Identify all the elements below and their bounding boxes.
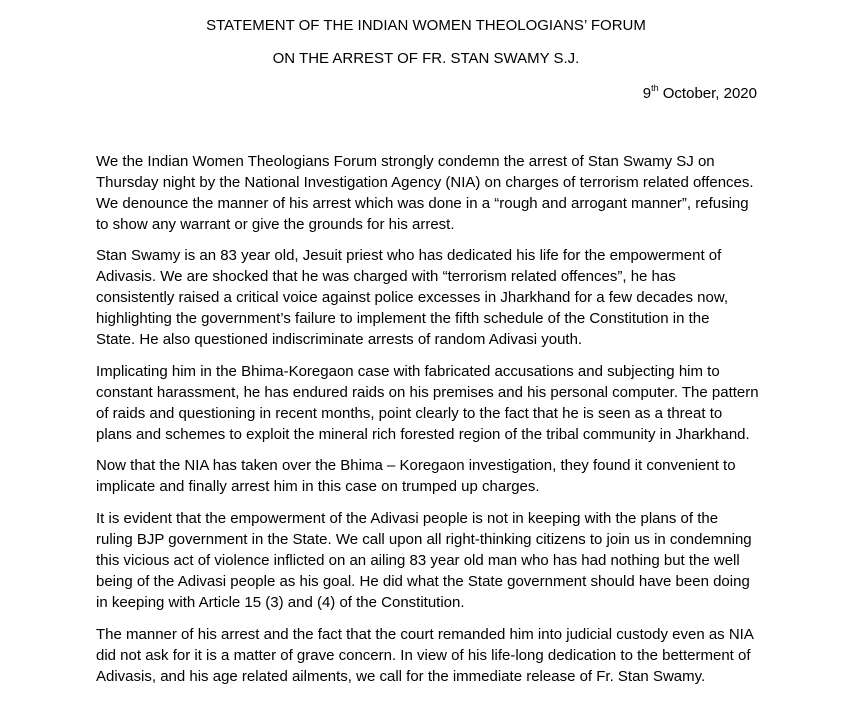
paragraph-line: being of the Adivasi people as his goal. He did what the State government should have been doing [96,573,750,590]
paragraph-1 [96,151,768,235]
paragraph-6 [96,624,768,687]
paragraph-line: We the Indian Women Theologians Forum strongly condemn the arrest of Stan Swamy SJ on [96,153,715,170]
paragraph-line: to show any warrant or give the grounds for his arrest. [96,216,455,233]
paragraph-line: consistently raised a critical voice against police excesses in Jharkhand for a few decades now, [96,289,728,306]
document-subtitle: ON THE ARREST OF FR. STAN SWAMY S.J. [272,50,580,67]
paragraph-2 [96,245,768,350]
document-date [643,85,757,103]
paragraph-line: We denounce the manner of his arrest which was done in a “rough and arrogant manner”, refusing [96,195,749,212]
paragraph-line: this vicious act of violence inflicted on an ailing 83 year old man who has had nothing but the well [96,552,740,569]
paragraph-line: ruling BJP government in the State. We call upon all right-thinking citizens to join us in condemning [96,531,752,548]
date-suffix: th [651,83,659,93]
paragraph-line: The manner of his arrest and the fact that the court remanded him into judicial custody even as NIA [96,626,754,643]
paragraph-line: State. He also questioned indiscriminate arrests of random Adivasi youth. [96,331,583,348]
date-rest: October, 2020 [658,85,757,102]
paragraph-line: of raids and questioning in recent months, point clearly to the fact that he is seen as a threat to [96,405,723,422]
paragraph-line: Adivasis. We are shocked that he was charged with “terrorism related offences”, he has [96,268,676,285]
paragraph-line: highlighting the government’s failure to implement the fifth schedule of the Constitution in the [96,310,710,327]
paragraph-line: constant harassment, he has endured raids on his premises and his personal computer. The pattern [96,384,759,401]
paragraph-line: in keeping with Article 15 (3) and (4) of the Constitution. [96,594,465,611]
paragraph-line: Implicating him in the Bhima-Koregaon case with fabricated accusations and subjecting him to [96,363,720,380]
paragraph-line: Now that the NIA has taken over the Bhima – Koregaon investigation, they found it convenient to [96,457,736,474]
paragraph-line: It is evident that the empowerment of the Adivasi people is not in keeping with the plans of the [96,510,719,527]
paragraph-line: plans and schemes to exploit the mineral rich forested region of the tribal community in Jharkhand. [96,426,750,443]
paragraph-5 [96,508,768,613]
date-day: 9 [642,85,652,102]
paragraph-4 [96,455,768,497]
paragraph-3 [96,361,768,445]
paragraph-line: Adivasis, and his age related ailments, we call for the immediate release of Fr. Stan Swamy. [96,668,706,685]
paragraph-line: implicate and finally arrest him in this case on trumped up charges. [96,478,540,495]
paragraph-line: did not ask for it is a matter of grave concern. In view of his life-long dedication to the betterment of [96,647,751,664]
document-title: STATEMENT OF THE INDIAN WOMEN THEOLOGIANS’ FORUM [206,17,646,34]
statement-body [96,151,768,698]
paragraph-line: Stan Swamy is an 83 year old, Jesuit priest who has dedicated his life for the empowerment of [96,247,722,264]
paragraph-line: Thursday night by the National Investigation Agency (NIA) on charges of terrorism related offences. [96,174,754,191]
